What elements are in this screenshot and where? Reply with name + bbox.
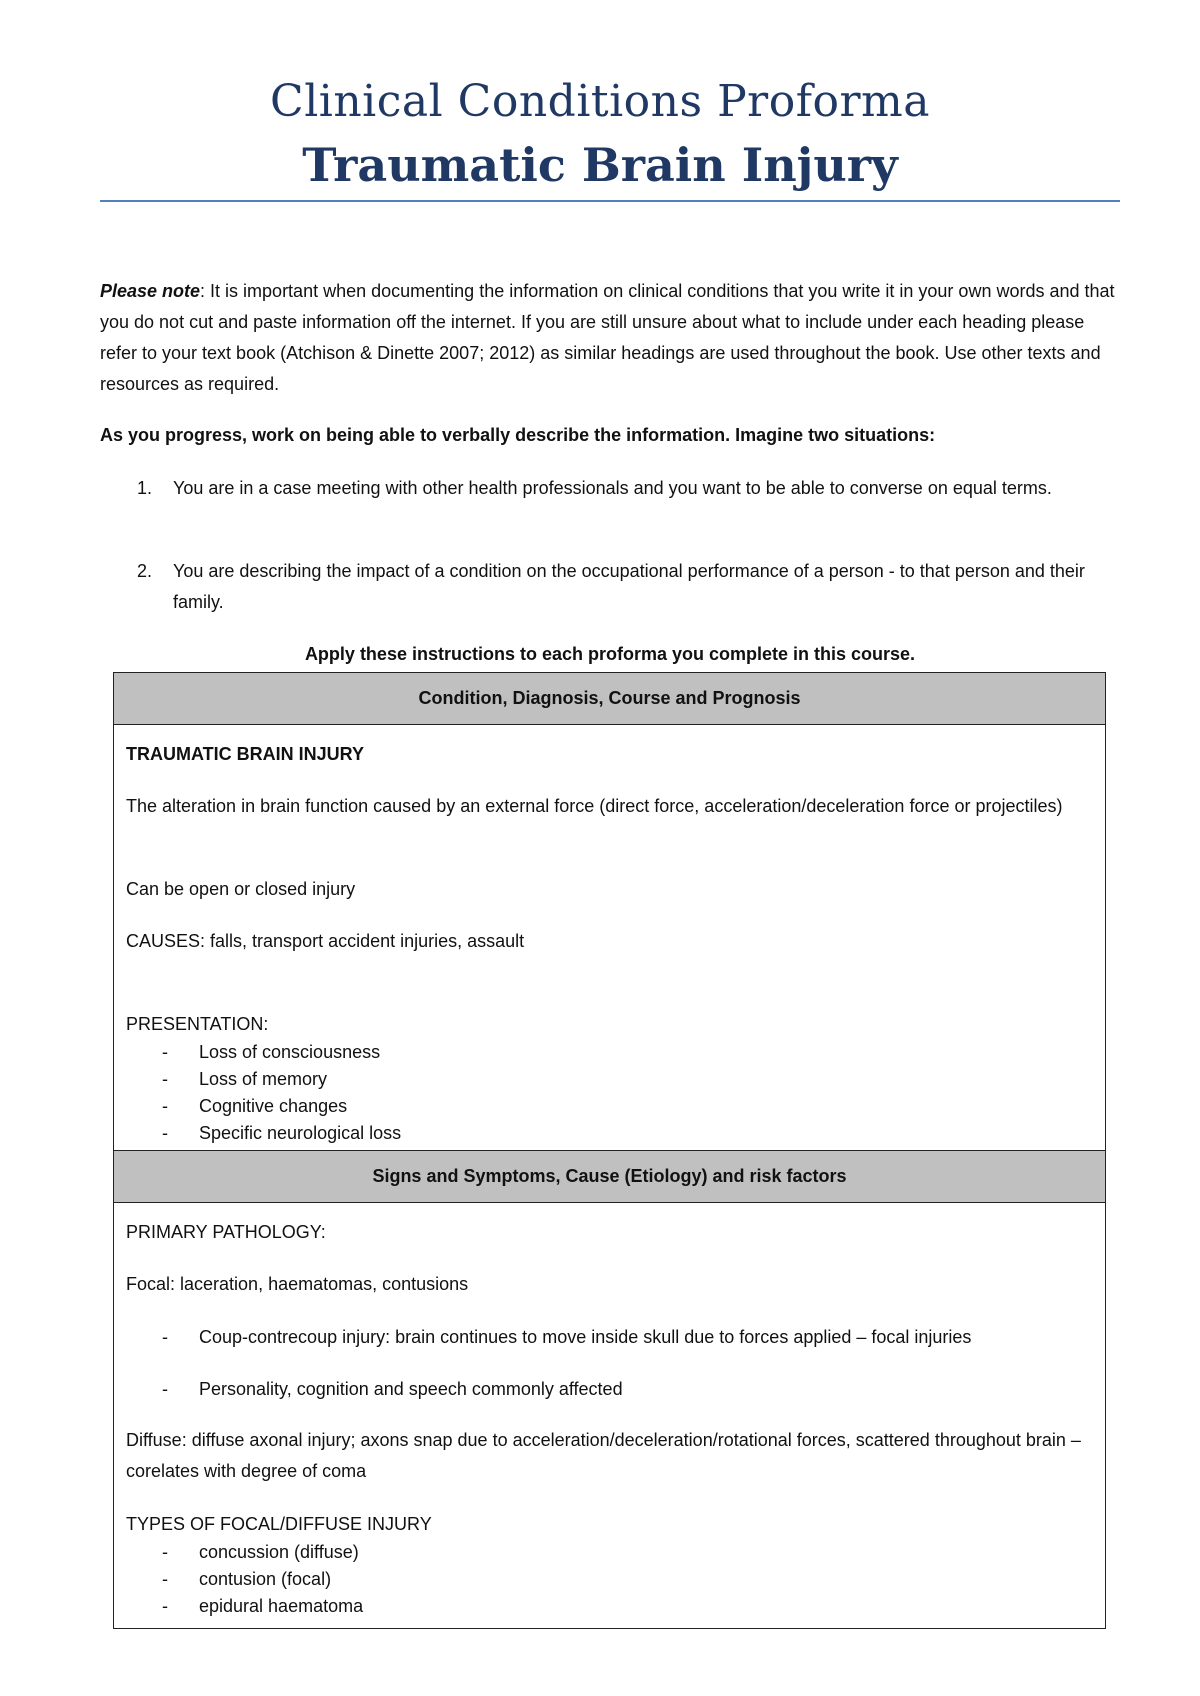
presentation-label: PRESENTATION: [126,1014,269,1034]
list-item-text: Personality, cognition and speech commonly affected [199,1379,623,1399]
condition-name: TRAUMATIC BRAIN INJURY [126,744,364,764]
diffuse-text: Diffuse: diffuse axonal injury; axons snap due to acceleration/deceleration/rotational forces, scattered throughout brain – corelates with degree of coma [126,1430,1081,1481]
list-item [126,1593,1093,1620]
list-item [126,1093,1093,1120]
list-item-text: contusion (focal) [199,1569,332,1589]
note-lead: Please note [100,281,201,301]
bullet-dash: - [162,1123,168,1143]
situation-text: You are describing the impact of a condition on the occupational performance of a person - to that person and their family. [173,561,1085,612]
condition-open-closed: Can be open or closed injury [126,879,356,899]
page-subtitle: Traumatic Brain Injury [302,138,898,192]
situation-text: You are in a case meeting with other health professionals and you want to be able to converse on equal terms. [173,478,1052,498]
list-item [126,1566,1093,1593]
apply-instructions: Apply these instructions to each proforma you complete in this course. [304,644,916,664]
page-title: Clinical Conditions Proforma [270,76,930,127]
bullet-dash: - [162,1379,168,1399]
list-item-text: Loss of consciousness [199,1042,381,1062]
bullet-dash: - [162,1069,168,1089]
primary-pathology-label: PRIMARY PATHOLOGY: [126,1222,326,1242]
list-item [126,1324,1093,1351]
situation-number: 1. [137,478,153,498]
focal-list-1 [126,1324,1093,1351]
bullet-dash: - [162,1542,168,1562]
types-list [126,1539,1093,1620]
bullet-dash: - [162,1327,168,1347]
title-divider [100,200,1120,202]
list-item-text: Cognitive changes [199,1096,348,1116]
note-paragraph [100,276,1120,400]
list-item [126,1376,1093,1403]
situation-number: 2. [137,561,153,581]
situation-item [100,556,1120,618]
list-item-text: Coup-contrecoup injury: brain continues to move inside skull due to forces applied – focal injuries [199,1327,972,1347]
bullet-dash: - [162,1596,168,1616]
condition-table [113,672,1106,1151]
list-item-text: epidural haematoma [199,1596,364,1616]
list-item-text: Specific neurological loss [199,1123,402,1143]
list-item [126,1539,1093,1566]
note-text: : It is important when documenting the information on clinical conditions that you write it in your own words and that you do not cut and paste information off the internet. If you are still unsure about what to include under each heading please refer to your text book (Atchison & Dinette 2007; 2012) as similar headings are used throughout the book. Use other texts and resources as required. [100,281,1115,394]
signs-table [113,1150,1106,1629]
signs-heading: Signs and Symptoms, Cause (Etiology) and risk factors [114,1151,1105,1203]
bullet-dash: - [162,1569,168,1589]
bullet-dash: - [162,1042,168,1062]
list-item-text: concussion (diffuse) [199,1542,359,1562]
progress-paragraph: As you progress, work on being able to verbally describe the information. Imagine two situations: [100,425,936,445]
condition-definition: The alteration in brain function caused by an external force (direct force, acceleration/deceleration force or projectiles) [126,796,1063,816]
situation-item [100,473,1120,504]
list-item-text: Loss of memory [199,1069,328,1089]
condition-heading: Condition, Diagnosis, Course and Prognosis [114,673,1105,725]
list-item [126,1120,1093,1147]
focal-text: Focal: laceration, haematomas, contusions [126,1274,469,1294]
condition-causes: CAUSES: falls, transport accident injuries, assault [126,931,525,951]
list-item [126,1039,1093,1066]
presentation-list [126,1039,1093,1147]
focal-list-2 [126,1376,1093,1403]
list-item [126,1066,1093,1093]
types-label: TYPES OF FOCAL/DIFFUSE INJURY [126,1514,432,1534]
bullet-dash: - [162,1096,168,1116]
